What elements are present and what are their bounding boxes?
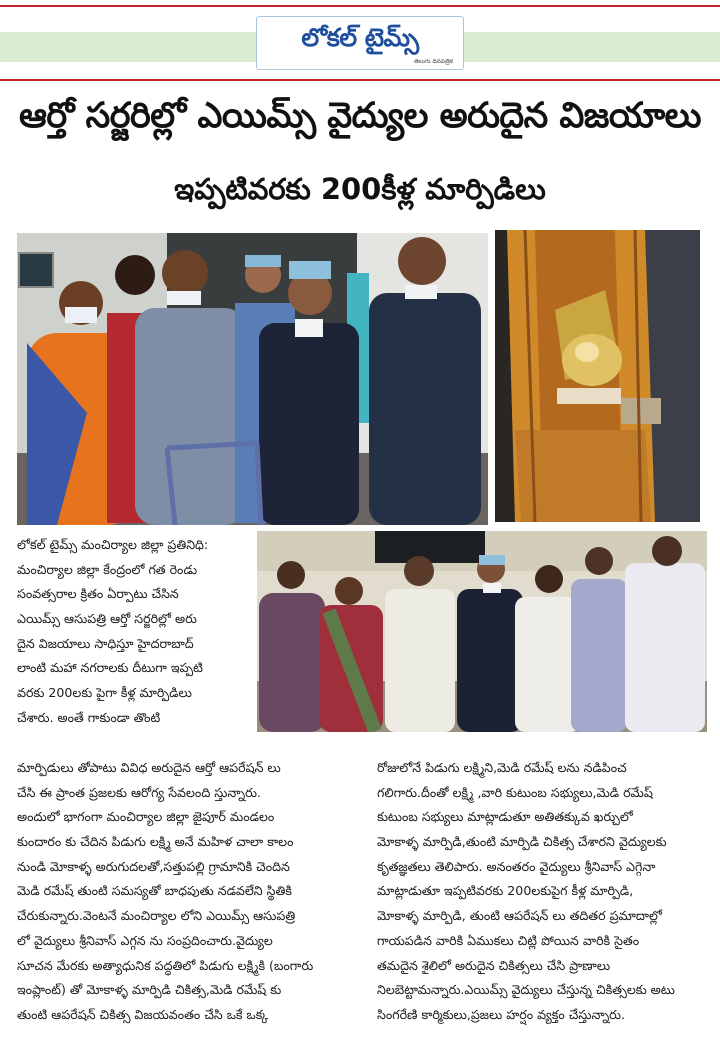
headline: ఆర్తో సర్జరిల్లో ఎయిమ్స్ వైద్యుల అరుదైన విజయాలు (18, 96, 702, 136)
article-text-line: మంచిర్యాల జిల్లా కేంద్రంలో గత రెండు (17, 561, 198, 577)
logo-tagline: తెలుగు దినపత్రిక (413, 58, 453, 65)
article-text-line: చేరుకున్నారు.వెంటనే మంచిర్యాల లోని ఎయిమ్స్ ఆసుపత్రి (17, 908, 296, 924)
article-text-line: గలిగారు.దీంతో లక్ష్మి ,వారి కుటుంబ సభ్యులు,మెడి రమేష్ (377, 784, 653, 800)
article-text-line: మార్పిడులు తోపాటు వివిధ అరుదైన ఆర్తో ఆపరేషన్ లు (17, 760, 281, 775)
article-text-line: తుంటి ఆపరేషన్ చికిత్స విజయవంతం చేసి ఒకే ఒక్క (17, 1006, 269, 1022)
article-text-line: కుందారం కు చేదిన పిడుగు లక్ష్మి అనే మహిళ చాలా కాలం (17, 834, 294, 850)
article-text-line: మెడి రమేష్ తుంటి సమస్యతో బాధపుతు నడవలేని స్థితికి (17, 883, 292, 899)
subheadline: ఇప్పటివరకు 200కీళ్ల మార్పిడిలు (174, 172, 546, 206)
article-column-2 (17, 756, 357, 1028)
article-text-line: ఇంప్లాంట్) తో మోకాళ్ళ మార్పిడి చికిత్స,మెడి రమేష్ కు (17, 982, 282, 998)
masthead-bottom-rule (0, 79, 720, 81)
article-text-line: మోకాళ్ళ మార్పిడి,తుంటి మార్పిడి చికిత్స చేశారని వైద్యులకు (377, 834, 667, 850)
article-text-line: చేశారు. అంతే గాకుండా తొంటి (17, 709, 161, 725)
article-text-line: నిలబెట్టామన్నారు.ఎయిమ్స్ వైద్యులు చేస్తున్న చికిత్సలకు అటు (377, 982, 675, 998)
article-text-line: సూచన మేరకు అత్యాధునిక పద్ధతిలో పిడుగు లక్ష్మికి (బంగారు (17, 957, 314, 973)
article-column-3 (377, 756, 707, 1028)
article-text-line: కుటుంబ సభ్యులు మాట్లాడుతూ అతితక్కువ ఖర్చులో (377, 809, 633, 825)
photo-knee-implant-surgery (495, 230, 700, 522)
article-text-line: సింగరేణి కార్మికులు,ప్రజలు హర్షం వ్యక్తం చేస్తున్నారు. (377, 1006, 625, 1022)
article-text-line: సంవత్సరాల క్రితం ఏర్పాటు చేసిన (17, 586, 179, 602)
article-text-line: లోకల్ టైమ్స్ మంచిర్యాల జిల్లా ప్రతినిధి: (17, 537, 209, 552)
article-text-line: మాట్లాడుతూ ఇప్పటివరకు 200లకుపైగ కీళ్ల మార్పిడి, (377, 883, 634, 899)
photo-patients-group (257, 531, 707, 732)
photo-doctors-with-patient (17, 233, 488, 525)
article-text-line: లాంటి మహా నగరాలకు దీటుగా ఇప్పటి (17, 660, 203, 676)
article-text-line: తమదైన శైలిలో అరుదైన చికిత్సలు చేసి ప్రాణాలు (377, 957, 611, 973)
logo-text: లోకల్ టైమ్స్ (301, 23, 419, 52)
article-column-1 (17, 533, 250, 731)
article-text-line: కృతజ్ఞతలు తెలిపారు. అనంతరం వైద్యులు శ్రీనివాస్ ఎగ్గెనా (377, 858, 656, 874)
article-text-line: రోజులోనే పిడుగు లక్ష్మిని,మెడి రమేష్ లను నడిపించ (377, 760, 627, 775)
masthead-top-rule (0, 5, 720, 7)
article-text-line: గాయపడిన వారికి ఏముకలు చిట్లి పోయిన వారికి సైతం (377, 932, 640, 948)
article-text-line: మోకాళ్ళ మార్పిడి, తుంటి ఆపరేషన్ లు తదితర ప్రమాదాల్లో (377, 908, 662, 924)
article-text-line: లో వైద్యులు శ్రీనివాస్ ఎగ్గన ను సంప్రదించారు.వైద్యుల (17, 932, 273, 948)
article-text-line: అందులో భాగంగా మంచిర్యాల జిల్లా జైపూర్ మండలం (17, 809, 275, 825)
newspaper-logo (256, 16, 464, 70)
article-text-line: చేసి ఈ ప్రాంత ప్రజలకు ఆరోగ్య సేవలంది స్తున్నారు. (17, 784, 261, 800)
article-text-line: వరకు 200లకు పైగా కీళ్ల మార్పిడిలు (17, 685, 192, 701)
article-text-line: దైన విజయాలు సాధిస్తూ హైదరాబాద్ (17, 635, 194, 651)
article-text-line: నుండి మోకాళ్ళ అరుగుదలతో,సత్తుపల్లి గ్రామానికి చెందిన (17, 858, 290, 874)
article-text-line: ఎయిమ్స్ ఆసుపత్రి ఆర్తో సర్జరిల్లో అరు (17, 611, 197, 627)
